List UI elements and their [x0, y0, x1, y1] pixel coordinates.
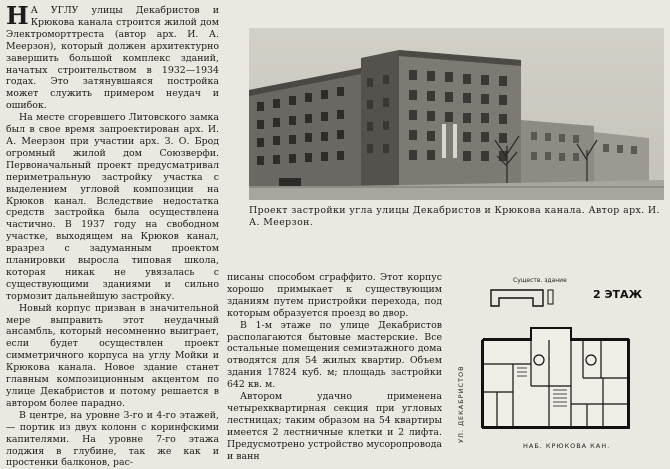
plan-floor-label: 2 ЭТАЖ — [593, 288, 643, 301]
paragraph: Новый корпус призван в значительной мере выправить этот неудачный ансамбль, который несомненно выиграет, если будет осуществлен проект симметричного корпуса на углу Мойки и Крюкова канала. Новое здание станет главным композиционным акцентом по улице Декабристов и потому решается в автором более парадно. — [6, 302, 219, 409]
plan-street-bottom: НАБ. КРЮКОВА КАН. — [523, 442, 611, 450]
article-column-left — [6, 1, 219, 469]
article-column-middle — [227, 272, 442, 463]
drop-cap: Н — [6, 1, 29, 30]
floor-plan — [453, 268, 665, 463]
paragraph: В центре, на уровне 3-го и 4-го этажей, — портик из двух колонн с коринфскими капителями. На уровне 7-го этажа лоджия в глубине, так же как и простенки балконов, рас- — [6, 409, 219, 469]
lead-paragraph: Н А УГЛУ улицы Декабристов и Крюкова канала строится жилой дом Электроморттреста (автор арх. И. А. Меерзон), который должен архитектурно завершить большой комплекс зданий, начатых строительством в 1932—1934 годах. Это затянувшаяся постройка может служить примером неудач и ошибок. — [6, 1, 219, 112]
paragraph: писаны способом сграффито. Этот корпус хорошо примыкает к существующим зданиям путем пристройки перехода, под которым образуется проезд во двор. — [227, 272, 442, 319]
paragraph: Автором удачно применена четырехквартирная секция при угловых лестницах; таким образом на 54 квартиры имеется 2 лестничные клетки и 2 лифта. Предусмотрено устройство мусоропровода и ванн — [227, 391, 442, 462]
paragraph: На месте сгоревшего Литовского замка был в свое время запроектирован арх. И. А. Меерзон при участии арх. З. О. Брод огромный жилой дом Союзверфи. Первоначальный проект предусматривал периметральную застройку участка с выделением угловой композиции на Крюков канал. Вследствие недостатка средств застройка была осуществлена частично. В 1937 году на свободном участке, выходящем на Крюков канал, вразрез с задуманным проектом планировки выросла типовая школа, которая никак не увязалась с существующими зданиями и сильно тормозит дальнейшую застройку. — [6, 112, 219, 302]
photo-caption: Проект застройки угла улицы Декабристов и Крюкова канала. Автор арх. И. А. Меерзон. — [249, 205, 660, 228]
plan-top-note: Существ. здание — [513, 277, 567, 284]
paragraph: В 1-м этаже по улице Декабристов располагаются бытовые мастерские. Все остальные помещения семиэтажного дома отводятся для 54 жилых квартир. Объем здания 17824 куб. м; площадь застройки 642 кв. м. — [227, 319, 442, 391]
plan-street-right: УЛ. ДЕКАБРИСТОВ — [457, 365, 465, 443]
building-photo — [249, 28, 664, 200]
